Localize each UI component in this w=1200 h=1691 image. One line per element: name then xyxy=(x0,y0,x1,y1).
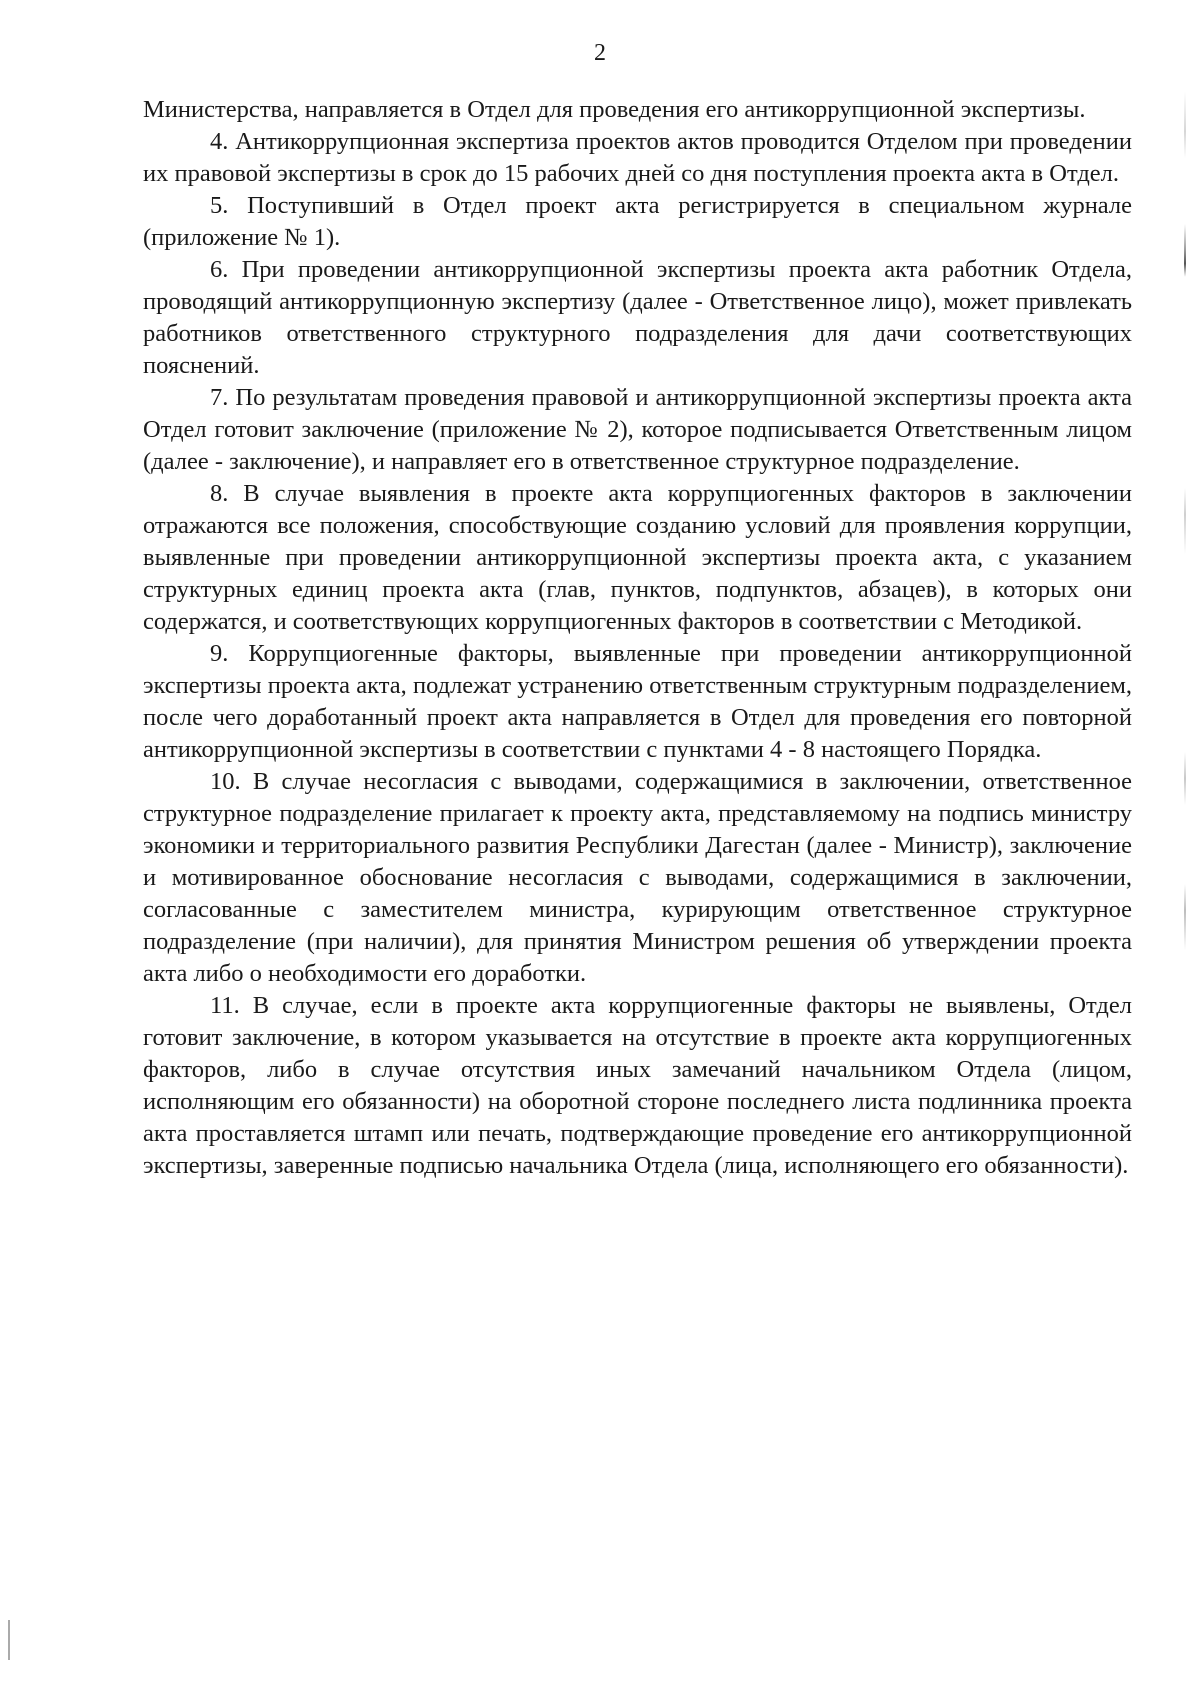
paragraph-continuation: Министерства, направляется в Отдел для проведения его антикоррупционной экспертизы. xyxy=(143,96,1086,123)
document-body xyxy=(143,94,1132,1182)
paragraph-item-10: 10. В случае несогласия с выводами, содержащимися в заключении, ответственное структурное подразделение прилагает к проекту акта, представляемому на подпись министру экономики и территориального развития Республики Дагестан (далее - Министр), заключение и мотивированное обоснование несогласия с выводами, содержащимися в заключении, согласованные с заместителем министра, курирующим ответственное структурное подразделение (при наличии), для принятия Министром решения об утверждении проекта акта либо о необходимости его доработки. xyxy=(143,768,1132,987)
paragraph-item-4: 4. Антикоррупционная экспертиза проектов актов проводится Отделом при проведении их правовой экспертизы в срок до 15 рабочих дней со дня поступления проекта акта в Отдел. xyxy=(143,128,1132,187)
paragraph-item-11: 11. В случае, если в проекте акта коррупциогенные факторы не выявлены, Отдел готовит заключение, в котором указывается на отсутствие в проекте акта коррупциогенных факторов, либо в случае отсутствия иных замечаний начальником Отдела (лицом, исполняющим его обязанности) на оборотной стороне последнего листа подлинника проекта акта проставляется штамп или печать, подтверждающие проведение его антикоррупционной экспертизы, заверенные подписью начальника Отдела (лица, исполняющего его обязанности). xyxy=(143,992,1132,1179)
scan-mark-artifact xyxy=(8,1620,10,1660)
paragraph-item-9: 9. Коррупциогенные факторы, выявленные при проведении антикоррупционной экспертизы проекта акта, подлежат устранению ответственным структурным подразделением, после чего доработанный проект акта направляется в Отдел для проведения его повторной антикоррупционной экспертизы в соответствии с пунктами 4 - 8 настоящего Порядка. xyxy=(143,640,1132,763)
scan-edge-artifact xyxy=(1184,92,1186,1412)
page-number: 2 xyxy=(594,40,606,66)
paragraph-item-5: 5. Поступивший в Отдел проект акта регистрируется в специальном журнале (приложение № 1). xyxy=(143,192,1132,251)
paragraph-item-8: 8. В случае выявления в проекте акта коррупциогенных факторов в заключении отражаются все положения, способствующие созданию условий для проявления коррупции, выявленные при проведении антикоррупционной экспертизы проекта акта, с указанием структурных единиц проекта акта (глав, пунктов, подпунктов, абзацев), в которых они содержатся, и соответствующих коррупциогенных факторов в соответствии с Методикой. xyxy=(143,480,1132,635)
paragraph-item-7: 7. По результатам проведения правовой и антикоррупционной экспертизы проекта акта Отдел готовит заключение (приложение № 2), которое подписывается Ответственным лицом (далее - заключение), и направляет его в ответственное структурное подразделение. xyxy=(143,384,1132,475)
paragraph-item-6: 6. При проведении антикоррупционной экспертизы проекта акта работник Отдела, проводящий антикоррупционную экспертизу (далее - Ответственное лицо), может привлекать работников ответственного структурного подразделения для дачи соответствующих пояснений. xyxy=(143,256,1132,379)
